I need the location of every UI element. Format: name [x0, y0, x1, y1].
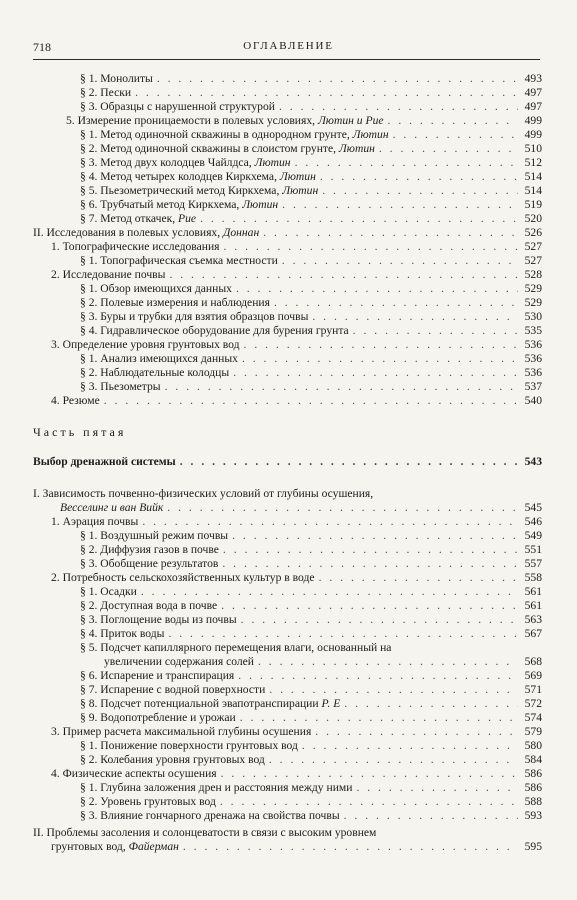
- toc-entry-title: [80, 296, 270, 310]
- toc-entry-title: [80, 198, 278, 212]
- toc-entry-page: 529: [524, 282, 542, 295]
- toc-entry-title: [80, 310, 308, 324]
- toc-entry: [80, 781, 542, 795]
- toc-entry-title: [80, 212, 196, 226]
- page-number: 718: [33, 40, 51, 54]
- toc-entry-title: [80, 128, 389, 142]
- leader-dots: [221, 599, 518, 613]
- toc-entry-title: [80, 627, 164, 641]
- toc-entry-text: 3. Определение уровня грунтовых вод: [51, 338, 240, 351]
- leader-dots: [244, 338, 518, 352]
- leader-dots: [388, 114, 518, 128]
- toc-entry-page: 558: [524, 571, 542, 584]
- toc-entry-page: 536: [524, 366, 542, 379]
- toc-entry-page: 572: [524, 697, 542, 710]
- leader-dots: [168, 627, 518, 641]
- toc-entry-title: [80, 599, 217, 613]
- leader-dots: [282, 198, 518, 212]
- leader-dots: [282, 254, 518, 268]
- toc-entry: [80, 254, 542, 268]
- toc-entry: [80, 599, 542, 613]
- toc-entry-title: [80, 366, 229, 380]
- toc-entry: [33, 826, 542, 840]
- toc-entry-text: § 3. Обобщение результатов: [80, 557, 219, 570]
- toc-entry-title: [80, 585, 137, 599]
- toc-entry: [80, 711, 542, 725]
- toc-entry-page: 527: [524, 254, 542, 267]
- leader-dots: [220, 795, 518, 809]
- leader-dots: [135, 86, 518, 100]
- leader-dots: [241, 613, 518, 627]
- toc-entry-page: 568: [524, 655, 542, 668]
- leader-dots: [232, 529, 518, 543]
- toc-entry-title: [80, 282, 232, 296]
- toc-entry-text: § 1. Анализ имеющихся данных: [80, 352, 238, 365]
- toc-entry-page: 593: [524, 809, 542, 822]
- leader-dots: [223, 543, 518, 557]
- toc-entry-author: Лютин: [239, 198, 279, 211]
- toc-entry-title: [80, 711, 236, 725]
- toc-entry-text: § 2. Колебания уровня грунтовых вод: [80, 753, 265, 766]
- toc-entry: [80, 170, 542, 184]
- toc-entry-title: [51, 394, 100, 408]
- toc-entry: [80, 683, 542, 697]
- toc-entry-title: [80, 170, 316, 184]
- toc-entry: [80, 641, 542, 655]
- toc-entry-text: § 7. Метод откачек,: [80, 212, 176, 225]
- leader-dots: [295, 156, 518, 170]
- toc-entry-title: [80, 557, 218, 571]
- toc-entry: [80, 380, 542, 394]
- toc-entry: [51, 240, 542, 254]
- toc-entry: [80, 128, 542, 142]
- toc-entry-page: 520: [524, 212, 542, 225]
- toc-entry-text: 3. Пример расчета максимальной глубины осушения: [51, 725, 312, 738]
- toc-entry-text: § 5. Подсчет капиллярного перемещения влаги, основанный на: [80, 641, 392, 654]
- toc-entry-page: 546: [524, 515, 542, 528]
- leader-dots: [269, 683, 518, 697]
- toc-entry-page: 499: [524, 128, 542, 141]
- leader-dots: [242, 352, 518, 366]
- toc-entry: [51, 725, 542, 739]
- toc-entry-text: 2. Потребность сельскохозяйственных культур в воде: [51, 571, 315, 584]
- leader-dots: [322, 184, 518, 198]
- toc-entry: [80, 100, 542, 114]
- toc-entry-page: 514: [524, 184, 542, 197]
- toc-entry-text: § 2. Пески: [80, 86, 132, 99]
- toc-entry-text: § 3. Поглощение воды из почвы: [80, 613, 237, 626]
- toc-entry: [80, 296, 542, 310]
- toc-entry-text: § 4. Приток воды: [80, 627, 165, 640]
- toc-entry-text: § 4. Метод четырех колодцев Киркхема,: [80, 170, 277, 183]
- toc-entry-title: [80, 254, 278, 268]
- toc-entry-text: § 6. Трубчатый метод Киркхема,: [80, 198, 240, 211]
- toc-entry: [51, 840, 542, 854]
- toc-entry: [80, 753, 542, 767]
- toc-entry-title: [51, 725, 311, 739]
- toc-entry-title: [80, 781, 352, 795]
- leader-dots: [240, 711, 518, 725]
- leader-dots: [274, 296, 518, 310]
- leader-dots: [221, 767, 518, 781]
- leader-dots: [315, 725, 518, 739]
- toc-entry-text: § 5. Пьезометрический метод Киркхема,: [80, 184, 280, 197]
- toc-entry-author: Рие: [175, 212, 197, 225]
- toc-entry-title: [33, 487, 520, 501]
- toc-entry-page: 579: [524, 725, 542, 738]
- leader-dots: [183, 840, 518, 854]
- toc-entry-author: Лютин: [276, 170, 316, 183]
- toc-entry-text: § 6. Испарение и транспирация: [80, 669, 235, 682]
- toc-entry-page: 561: [524, 585, 542, 598]
- toc-entry: [80, 739, 542, 753]
- toc-entry-page: 528: [524, 268, 542, 281]
- toc-entry-page: 537: [524, 380, 542, 393]
- toc-entry-page: 493: [524, 72, 542, 85]
- toc-entry-text: § 1. Глубина заложения дрен и расстояния между ними: [80, 781, 353, 794]
- toc-entry: [80, 352, 542, 366]
- toc-entry-title: [80, 697, 340, 711]
- leader-dots: [224, 240, 519, 254]
- leader-dots: [104, 394, 518, 408]
- toc-entry: [33, 455, 542, 469]
- toc-entry-page: 584: [524, 753, 542, 766]
- toc-entry-text: II. Исследования в полевых условиях,: [33, 226, 221, 239]
- toc-entry-page: 530: [524, 310, 542, 323]
- leader-dots: [180, 455, 518, 469]
- toc-entry: [80, 156, 542, 170]
- toc-entry-page: 536: [524, 352, 542, 365]
- toc-entry: [80, 543, 542, 557]
- toc-entry-text: грунтовых вод,: [51, 840, 126, 853]
- toc-entry: [51, 571, 542, 585]
- toc-entry-title: [80, 324, 349, 338]
- toc-entry-author: Лютин и Рие: [315, 114, 384, 127]
- toc-entry: [80, 366, 542, 380]
- leader-dots: [200, 212, 518, 226]
- toc-entry-title: [60, 501, 163, 515]
- leader-dots: [269, 753, 518, 767]
- toc-entry-title: [51, 240, 220, 254]
- leader-dots: [344, 809, 518, 823]
- toc-entry-text: 1. Топографические исследования: [51, 240, 220, 253]
- toc-entry-page: 567: [524, 627, 542, 640]
- toc-entry-title: [80, 156, 291, 170]
- toc-entry-title: [80, 352, 238, 366]
- leader-dots: [222, 557, 518, 571]
- toc-entry: [51, 767, 542, 781]
- toc-entry-title: [80, 543, 219, 557]
- leader-dots: [279, 100, 518, 114]
- toc-entry: [80, 142, 542, 156]
- toc-entry-title: [33, 455, 176, 469]
- toc-entry-text: § 1. Обзор имеющихся данных: [80, 282, 232, 295]
- leader-dots: [320, 170, 518, 184]
- toc-entry-title: [80, 641, 520, 655]
- toc-entry: [80, 86, 542, 100]
- toc-entry-author: Лютин: [279, 184, 319, 197]
- toc-entry-title: [33, 226, 259, 240]
- leader-dots: [393, 128, 518, 142]
- toc-entry-page: 574: [524, 711, 542, 724]
- leader-dots: [142, 515, 518, 529]
- toc-entry-title: [80, 613, 237, 627]
- leader-dots: [169, 268, 518, 282]
- toc-entry-page: 540: [524, 394, 542, 407]
- toc-entry-page: 527: [524, 240, 542, 253]
- toc-entry: [60, 501, 542, 515]
- toc-entry: [80, 282, 542, 296]
- toc-entry-text: § 7. Испарение с водной поверхности: [80, 683, 266, 696]
- toc-entry: [104, 655, 542, 669]
- leader-dots: [319, 571, 518, 585]
- toc-entry: [80, 627, 542, 641]
- toc-entry-text: § 3. Буры и трубки для взятия образцов почвы: [80, 310, 309, 323]
- toc-entry-text: § 2. Метод одиночной скважины в слоистом грунте,: [80, 142, 337, 155]
- toc-entry-title: [33, 826, 520, 840]
- toc-entry: [80, 585, 542, 599]
- toc-entry-text: 4. Физические аспекты осушения: [51, 767, 217, 780]
- toc-entry-text: § 1. Понижение поверхности грунтовых вод: [80, 739, 298, 752]
- toc-entry-page: 545: [524, 501, 542, 514]
- leader-dots: [344, 697, 518, 711]
- toc-entry: [80, 669, 542, 683]
- toc-entry-title: [80, 380, 161, 394]
- toc-entry-author: Весселинг и ван Вийк: [60, 501, 164, 514]
- toc-entry-text: § 8. Подсчет потенциальной эвапотранспирации: [80, 697, 319, 710]
- toc-entry-text: § 2. Полевые измерения и наблюдения: [80, 296, 270, 309]
- toc-entry: [66, 114, 542, 128]
- toc-entry: [51, 268, 542, 282]
- toc-entry-title: [51, 571, 315, 585]
- toc-entry-title: [51, 338, 240, 352]
- toc-entry-author: Лютин: [336, 142, 375, 155]
- toc-entry-page: 512: [524, 156, 542, 169]
- toc-entry-text: § 9. Водопотребление и урожаи: [80, 711, 236, 724]
- toc-entry-page: 563: [524, 613, 542, 626]
- toc-entry-page: 497: [524, 100, 542, 113]
- toc-entry-title: [51, 767, 217, 781]
- leader-dots: [302, 739, 518, 753]
- toc-entry: [80, 212, 542, 226]
- toc-entry-page: 535: [524, 324, 542, 337]
- toc-entry-text: увеличении содержания солей: [104, 655, 254, 668]
- toc-entry-page: 536: [524, 338, 542, 351]
- toc-entry-author: Доннан: [220, 226, 260, 239]
- toc-entry-title: [66, 114, 384, 128]
- toc-entry: [80, 809, 542, 823]
- toc-entry-title: [80, 809, 340, 823]
- toc-entry-text: § 2. Уровень грунтовых вод: [80, 795, 216, 808]
- toc-entry-title: [80, 739, 298, 753]
- leader-dots: [141, 585, 518, 599]
- leader-dots: [312, 310, 518, 324]
- toc-entry-page: 543: [524, 455, 542, 468]
- leader-dots: [353, 324, 518, 338]
- toc-entry-text: § 2. Диффузия газов в почве: [80, 543, 219, 556]
- toc-entry-page: 510: [524, 142, 542, 155]
- toc-entry-text: 2. Исследование почвы: [51, 268, 166, 281]
- toc-entry-title: [80, 669, 234, 683]
- toc-entry-page: 586: [524, 767, 542, 780]
- toc-entry: [80, 72, 542, 86]
- toc-entry-text: § 2. Доступная вода в почве: [80, 599, 218, 612]
- toc-entry-page: 519: [524, 198, 542, 211]
- toc-entry-page: 561: [524, 599, 542, 612]
- toc-entry: [80, 795, 542, 809]
- leader-dots: [167, 501, 518, 515]
- toc-entry-text: § 1. Воздушный режим почвы: [80, 529, 229, 542]
- toc-entry-text: § 1. Осадки: [80, 585, 137, 598]
- leader-dots: [258, 655, 518, 669]
- toc-entry-text: § 2. Наблюдательные колодцы: [80, 366, 230, 379]
- toc-entry-title: [80, 683, 265, 697]
- toc-entry-text: § 1. Метод одиночной скважины в однородном грунте,: [80, 128, 350, 141]
- leader-dots: [238, 669, 518, 683]
- toc-entry-page: 514: [524, 170, 542, 183]
- toc-entry-text: II. Проблемы засоления и солонцеватости в связи с высоким уровнем: [33, 826, 377, 839]
- toc-entry-title: [80, 72, 153, 86]
- toc-entry: [51, 394, 542, 408]
- toc-entry-text: § 3. Пьезометры: [80, 380, 161, 393]
- toc-entry-text: § 1. Монолиты: [80, 72, 153, 85]
- toc-entry: [33, 487, 542, 501]
- toc-entry: [80, 324, 542, 338]
- toc-entry-text: § 3. Образцы с нарушенной структурой: [80, 100, 275, 113]
- toc-entry-text: 4. Резюме: [51, 394, 100, 407]
- toc-entry-author: Лютин: [251, 156, 291, 169]
- toc-entry-page: 529: [524, 296, 542, 309]
- toc-entry: [33, 226, 542, 240]
- toc-entry-page: 551: [524, 543, 542, 556]
- toc-entry: [80, 184, 542, 198]
- toc-entry-text: 5. Измерение проницаемости в полевых условиях,: [66, 114, 316, 127]
- leader-dots: [233, 366, 518, 380]
- leader-dots: [263, 226, 518, 240]
- toc-entry: [80, 697, 542, 711]
- toc-entry-page: 526: [524, 226, 542, 239]
- toc-entry-text: Выбор дренажной системы: [33, 455, 176, 468]
- toc-entry: [80, 557, 542, 571]
- toc-entry-title: [80, 86, 131, 100]
- toc-entry: [51, 515, 542, 529]
- toc-entry-title: [51, 840, 179, 854]
- toc-entry-page: 571: [524, 683, 542, 696]
- toc-entry-title: [51, 515, 138, 529]
- toc-entry-title: [104, 655, 254, 669]
- toc-entry-title: [80, 142, 375, 156]
- toc-entry: [80, 198, 542, 212]
- toc-entry-title: [80, 795, 216, 809]
- toc-entry-text: § 3. Влияние гончарного дренажа на свойства почвы: [80, 809, 340, 822]
- toc-entry-title: [80, 529, 228, 543]
- leader-dots: [157, 72, 518, 86]
- leader-dots: [236, 282, 518, 296]
- toc-entry-title: [80, 100, 275, 114]
- toc-entry-page: 569: [524, 669, 542, 682]
- toc-entry-author: Лютин: [349, 128, 389, 141]
- toc-entry-page: 499: [524, 114, 542, 127]
- toc-entry: [80, 310, 542, 324]
- toc-entry-title: [80, 753, 265, 767]
- toc-entry-text: § 3. Метод двух колодцев Чайлдса,: [80, 156, 252, 169]
- toc-entry-page: 595: [524, 840, 542, 853]
- toc-entry-page: 586: [524, 781, 542, 794]
- toc-entry-page: 588: [524, 795, 542, 808]
- toc-entry: [80, 529, 542, 543]
- toc-entry: [51, 338, 542, 352]
- toc-entry-title: [51, 268, 165, 282]
- toc-entry-text: § 1. Топографическая съемка местности: [80, 254, 278, 267]
- toc-entry-author: Р. Е: [318, 697, 341, 710]
- toc-entry-page: 580: [524, 739, 542, 752]
- toc-entry-page: 497: [524, 86, 542, 99]
- toc-entry-text: 1. Аэрация почвы: [51, 515, 139, 528]
- toc-entry-title: [80, 184, 318, 198]
- toc-entry-author: Файерман: [125, 840, 179, 853]
- toc-entry: [80, 613, 542, 627]
- toc-entry-text: I. Зависимость почвенно-физических условий от глубины осушения,: [33, 487, 374, 500]
- toc-entry-page: 557: [524, 557, 542, 570]
- running-title: ОГЛАВЛЕНИЕ: [243, 40, 334, 52]
- toc-entry-text: § 4. Гидравлическое оборудование для бурения грунта: [80, 324, 349, 337]
- leader-dots: [165, 380, 518, 394]
- part-heading: Часть пятая: [33, 425, 127, 439]
- toc-entry-page: 549: [524, 529, 542, 542]
- leader-dots: [379, 142, 518, 156]
- leader-dots: [356, 781, 518, 795]
